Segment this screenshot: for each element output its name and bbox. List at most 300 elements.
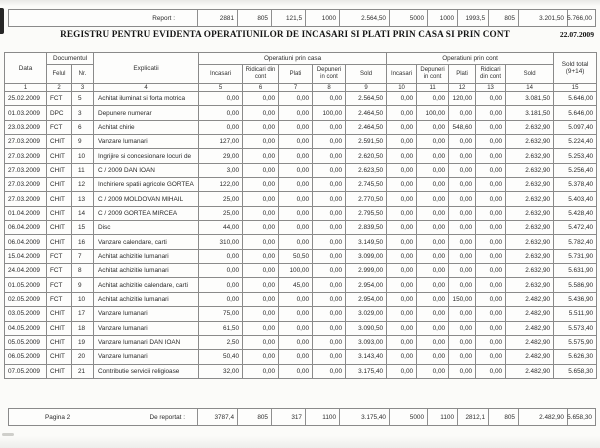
doc-type-cell: CHIT: [47, 307, 72, 321]
col-number: 10: [387, 84, 417, 92]
table-body: [5, 92, 597, 379]
amount-cell: 0,00: [279, 350, 313, 364]
amount-cell: 2.464,50: [346, 106, 387, 120]
explanation-cell: Achitat iluminat si forta motrica: [94, 92, 199, 106]
amount-cell: 0,00: [279, 335, 313, 349]
amount-cell: 0,00: [387, 106, 417, 120]
amount-cell: 0,00: [417, 163, 449, 177]
date-cell: 01.05.2009: [5, 278, 47, 292]
amount-cell: 0,00: [417, 221, 449, 235]
doc-type-cell: CHIT: [47, 192, 72, 206]
report-value-cell: 1993,5: [457, 10, 488, 26]
explanation-cell: Vanzare lumanari DAN IOAN: [94, 335, 199, 349]
amount-cell: 50,40: [199, 350, 243, 364]
amount-cell: 3.081,50: [506, 92, 554, 106]
amount-cell: 0,00: [243, 92, 279, 106]
amount-cell: 0,00: [387, 235, 417, 249]
doc-nr-cell: 11: [72, 163, 94, 177]
amount-cell: 0,00: [313, 221, 346, 235]
amount-cell: 2.745,50: [346, 178, 387, 192]
amount-cell: 0,00: [449, 249, 476, 263]
date-cell: 27.03.2009: [5, 163, 47, 177]
amount-cell: 0,00: [387, 350, 417, 364]
amount-cell: 0,00: [449, 264, 476, 278]
date-cell: 27.03.2009: [5, 135, 47, 149]
report-value-cell: 5.766,00: [567, 10, 595, 26]
report-value-cell: 2.564,50: [339, 10, 389, 26]
amount-cell: 5.782,40: [554, 235, 597, 249]
amount-cell: 2.632,90: [506, 235, 554, 249]
date-cell: 01.03.2009: [5, 106, 47, 120]
amount-cell: 0,00: [476, 307, 506, 321]
amount-cell: 2.482,90: [506, 321, 554, 335]
amount-cell: 0,00: [476, 106, 506, 120]
amount-cell: 0,00: [279, 106, 313, 120]
col-number: 2: [47, 84, 72, 92]
amount-cell: 5.436,90: [554, 292, 597, 306]
amount-cell: 0,00: [313, 321, 346, 335]
report-value-cell: 1000: [305, 10, 339, 26]
date-cell: 02.05.2009: [5, 292, 47, 306]
amount-cell: 0,00: [243, 221, 279, 235]
amount-cell: 0,00: [313, 264, 346, 278]
title-row: [30, 29, 594, 39]
page-title: REGISTRU PENTRU EVIDENTA OPERATIUNILOR DE INCASARI SI PLATI PRIN CASA SI PRIN CONT: [60, 29, 510, 39]
amount-cell: 2.632,90: [506, 264, 554, 278]
amount-cell: 3.181,50: [506, 106, 554, 120]
amount-cell: 2.632,90: [506, 278, 554, 292]
col-number: 4: [94, 84, 199, 92]
doc-nr-cell: 8: [72, 264, 94, 278]
amount-cell: 2.954,00: [346, 278, 387, 292]
explanation-cell: Achitat chirie: [94, 120, 199, 134]
amount-cell: 0,00: [417, 92, 449, 106]
register-row: [5, 350, 597, 364]
doc-type-cell: FCT: [47, 292, 72, 306]
explanation-cell: Vanzare lumanari: [94, 135, 199, 149]
date-cell: 27.03.2009: [5, 192, 47, 206]
col-number: 12: [449, 84, 476, 92]
amount-cell: 5.631,90: [554, 264, 597, 278]
amount-cell: 3.029,00: [346, 307, 387, 321]
col-header-cont-sold: Sold: [506, 65, 554, 84]
doc-type-cell: CHIT: [47, 321, 72, 335]
amount-cell: 0,00: [417, 278, 449, 292]
amount-cell: 0,00: [279, 92, 313, 106]
date-cell: 25.02.2009: [5, 92, 47, 106]
carry-value-cell: 5000: [389, 409, 427, 425]
amount-cell: 0,00: [243, 278, 279, 292]
amount-cell: 3.143,40: [346, 350, 387, 364]
amount-cell: 0,00: [279, 364, 313, 378]
amount-cell: 0,00: [387, 364, 417, 378]
amount-cell: 0,00: [387, 278, 417, 292]
date-cell: 15.04.2009: [5, 249, 47, 263]
report-value-cell: 121,5: [271, 10, 305, 26]
col-number: 1: [5, 84, 47, 92]
doc-type-cell: CHIT: [47, 221, 72, 235]
amount-cell: 25,00: [199, 192, 243, 206]
doc-type-cell: FCT: [47, 120, 72, 134]
amount-cell: 0,00: [449, 307, 476, 321]
amount-cell: 0,00: [199, 249, 243, 263]
amount-cell: 2.632,90: [506, 178, 554, 192]
amount-cell: 2.623,50: [346, 163, 387, 177]
amount-cell: 0,00: [279, 307, 313, 321]
amount-cell: 0,00: [449, 278, 476, 292]
amount-cell: 0,00: [313, 278, 346, 292]
amount-cell: 2.632,90: [506, 163, 554, 177]
report-value-cell: 805: [488, 10, 518, 26]
doc-type-cell: CHIT: [47, 135, 72, 149]
report-strip: [8, 9, 596, 27]
amount-cell: 0,00: [243, 364, 279, 378]
amount-cell: 0,00: [199, 278, 243, 292]
amount-cell: 0,00: [279, 192, 313, 206]
amount-cell: 0,00: [449, 235, 476, 249]
register-row: [5, 264, 597, 278]
amount-cell: 2.632,90: [506, 135, 554, 149]
amount-cell: 0,00: [476, 206, 506, 220]
amount-cell: 0,00: [199, 92, 243, 106]
col-header-data: Data: [5, 53, 47, 84]
amount-cell: 0,00: [313, 192, 346, 206]
explanation-cell: Depunere numerar: [94, 106, 199, 120]
amount-cell: 5.626,30: [554, 350, 597, 364]
amount-cell: 5.731,90: [554, 249, 597, 263]
carry-value-cell: 1100: [427, 409, 457, 425]
amount-cell: 0,00: [313, 120, 346, 134]
doc-nr-cell: 7: [72, 249, 94, 263]
footer-strip: [8, 408, 596, 426]
register-row: [5, 221, 597, 235]
amount-cell: 5.097,40: [554, 120, 597, 134]
amount-cell: 0,00: [476, 149, 506, 163]
carry-value-cell: 3.175,40: [339, 409, 389, 425]
col-header-cont-plati: Plati: [449, 65, 476, 84]
amount-cell: 5.224,40: [554, 135, 597, 149]
amount-cell: 0,00: [387, 221, 417, 235]
carry-forward-label: De reportat :: [149, 413, 185, 421]
amount-cell: 0,00: [476, 163, 506, 177]
amount-cell: 0,00: [387, 307, 417, 321]
amount-cell: 2,50: [199, 335, 243, 349]
amount-cell: 2.632,90: [506, 120, 554, 134]
doc-nr-cell: 17: [72, 307, 94, 321]
amount-cell: 0,00: [476, 221, 506, 235]
doc-nr-cell: 6: [72, 120, 94, 134]
amount-cell: 0,00: [279, 235, 313, 249]
amount-cell: 0,00: [387, 120, 417, 134]
amount-cell: 2.770,50: [346, 192, 387, 206]
col-number: 5: [199, 84, 243, 92]
col-header-felul: Felul: [47, 65, 72, 84]
amount-cell: 0,00: [387, 92, 417, 106]
amount-cell: 0,00: [243, 120, 279, 134]
explanation-cell: Vanzare lumanari: [94, 321, 199, 335]
amount-cell: 0,00: [476, 350, 506, 364]
amount-cell: 0,00: [279, 292, 313, 306]
scan-artifact: [0, 8, 4, 34]
date-cell: 27.03.2009: [5, 149, 47, 163]
amount-cell: 0,00: [476, 235, 506, 249]
amount-cell: 0,00: [449, 364, 476, 378]
explanation-cell: Vanzare calendare, carti: [94, 235, 199, 249]
amount-cell: 0,00: [279, 163, 313, 177]
register-row: [5, 335, 597, 349]
amount-cell: 3.090,50: [346, 321, 387, 335]
amount-cell: 5.472,40: [554, 221, 597, 235]
amount-cell: 0,00: [243, 292, 279, 306]
scan-artifact: [2, 433, 14, 436]
explanation-cell: C / 2009 MOLDOVAN MIHAIL: [94, 192, 199, 206]
amount-cell: 0,00: [449, 206, 476, 220]
amount-cell: 0,00: [279, 149, 313, 163]
date-cell: 05.05.2009: [5, 335, 47, 349]
amount-cell: 50,50: [279, 249, 313, 263]
doc-nr-cell: 10: [72, 149, 94, 163]
doc-type-cell: CHIT: [47, 235, 72, 249]
col-header-casa-depuneri: Depuneri in cont: [313, 65, 346, 84]
amount-cell: 0,00: [313, 350, 346, 364]
amount-cell: 0,00: [279, 221, 313, 235]
amount-cell: 0,00: [243, 264, 279, 278]
amount-cell: 0,00: [387, 149, 417, 163]
doc-nr-cell: 9: [72, 135, 94, 149]
amount-cell: 0,00: [417, 364, 449, 378]
date-cell: 07.05.2009: [5, 364, 47, 378]
col-number: 15: [554, 84, 597, 92]
carry-value-cell: 805: [237, 409, 271, 425]
amount-cell: 0,00: [243, 206, 279, 220]
doc-type-cell: DPC: [47, 106, 72, 120]
amount-cell: 548,60: [449, 120, 476, 134]
col-header-cont-incasari: Incasari: [387, 65, 417, 84]
doc-nr-cell: 20: [72, 350, 94, 364]
col-number: 13: [476, 84, 506, 92]
col-header-casa-sold: Sold: [346, 65, 387, 84]
amount-cell: 0,00: [313, 206, 346, 220]
amount-cell: 2.482,90: [506, 292, 554, 306]
date-cell: 24.04.2009: [5, 264, 47, 278]
amount-cell: 0,00: [449, 135, 476, 149]
date-cell: 04.05.2009: [5, 321, 47, 335]
doc-type-cell: CHIT: [47, 149, 72, 163]
doc-type-cell: CHIT: [47, 350, 72, 364]
col-header-casa-ridicari: Ridicari din cont: [243, 65, 279, 84]
amount-cell: 0,00: [313, 92, 346, 106]
register-row: [5, 292, 597, 306]
amount-cell: 0,00: [243, 106, 279, 120]
date-cell: 27.03.2009: [5, 178, 47, 192]
date-cell: 06.04.2009: [5, 235, 47, 249]
doc-nr-cell: 18: [72, 321, 94, 335]
amount-cell: 0,00: [449, 106, 476, 120]
amount-cell: 45,00: [279, 278, 313, 292]
amount-cell: 0,00: [449, 221, 476, 235]
amount-cell: 0,00: [387, 206, 417, 220]
register-table: [4, 52, 597, 379]
explanation-cell: Achitat achizitie lumanari: [94, 249, 199, 263]
amount-cell: 0,00: [313, 335, 346, 349]
amount-cell: 5.575,90: [554, 335, 597, 349]
amount-cell: 0,00: [476, 264, 506, 278]
amount-cell: 0,00: [449, 149, 476, 163]
amount-cell: 0,00: [417, 292, 449, 306]
col-number: 8: [313, 84, 346, 92]
amount-cell: 2.632,90: [506, 249, 554, 263]
doc-nr-cell: 12: [72, 178, 94, 192]
amount-cell: 0,00: [313, 135, 346, 149]
col-header-documentul: Documentul: [47, 53, 94, 65]
amount-cell: 0,00: [476, 120, 506, 134]
date-cell: 01.04.2009: [5, 206, 47, 220]
amount-cell: 0,00: [449, 192, 476, 206]
col-header-explicatii: Explicatii: [94, 53, 199, 84]
amount-cell: 0,00: [279, 206, 313, 220]
amount-cell: 0,00: [279, 321, 313, 335]
amount-cell: 0,00: [387, 321, 417, 335]
amount-cell: 0,00: [279, 178, 313, 192]
amount-cell: 5.403,40: [554, 192, 597, 206]
amount-cell: 0,00: [387, 178, 417, 192]
amount-cell: 100,00: [417, 106, 449, 120]
doc-nr-cell: 14: [72, 206, 94, 220]
col-number: 7: [279, 84, 313, 92]
amount-cell: 0,00: [417, 249, 449, 263]
amount-cell: 5.253,40: [554, 149, 597, 163]
amount-cell: 2.564,50: [346, 92, 387, 106]
register-row: [5, 135, 597, 149]
carry-value-cell: 2812,1: [457, 409, 488, 425]
doc-type-cell: FCT: [47, 278, 72, 292]
amount-cell: 0,00: [279, 120, 313, 134]
amount-cell: 0,00: [243, 135, 279, 149]
register-row: [5, 364, 597, 378]
register-row: [5, 106, 597, 120]
amount-cell: 0,00: [199, 264, 243, 278]
amount-cell: 0,00: [243, 192, 279, 206]
amount-cell: 2.632,90: [506, 206, 554, 220]
register-row: [5, 92, 597, 106]
amount-cell: 32,00: [199, 364, 243, 378]
amount-cell: 2.482,90: [506, 350, 554, 364]
amount-cell: 0,00: [417, 307, 449, 321]
amount-cell: 2.632,90: [506, 149, 554, 163]
report-value-cell: 3.201,50: [518, 10, 567, 26]
amount-cell: 75,00: [199, 307, 243, 321]
doc-type-cell: CHIT: [47, 178, 72, 192]
carry-value-cell: 5.658,30: [567, 409, 595, 425]
explanation-cell: Achitat achizitie lumanari: [94, 264, 199, 278]
amount-cell: 0,00: [417, 350, 449, 364]
amount-cell: 2.954,00: [346, 292, 387, 306]
report-value-cell: 2881: [197, 10, 237, 26]
amount-cell: 2.482,90: [506, 307, 554, 321]
amount-cell: 0,00: [417, 321, 449, 335]
doc-type-cell: CHIT: [47, 163, 72, 177]
amount-cell: 0,00: [313, 178, 346, 192]
doc-nr-cell: 10: [72, 292, 94, 306]
register-row: [5, 321, 597, 335]
amount-cell: 0,00: [417, 149, 449, 163]
amount-cell: 0,00: [417, 235, 449, 249]
col-number: 9: [346, 84, 387, 92]
amount-cell: 2.482,90: [506, 364, 554, 378]
amount-cell: 0,00: [449, 321, 476, 335]
amount-cell: 0,00: [313, 307, 346, 321]
carry-value-cell: 2.482,90: [518, 409, 567, 425]
amount-cell: 5.658,30: [554, 364, 597, 378]
explanation-cell: Ingrijire si concesionare locuri de: [94, 149, 199, 163]
amount-cell: 0,00: [243, 149, 279, 163]
amount-cell: 29,00: [199, 149, 243, 163]
register-row: [5, 249, 597, 263]
doc-nr-cell: 16: [72, 235, 94, 249]
amount-cell: 0,00: [449, 163, 476, 177]
col-number: 14: [506, 84, 554, 92]
col-header-cont-depuneri: Depuneri in cont: [417, 65, 449, 84]
amount-cell: 0,00: [199, 120, 243, 134]
register-row: [5, 307, 597, 321]
report-value-cell: 805: [237, 10, 271, 26]
doc-nr-cell: 19: [72, 335, 94, 349]
amount-cell: 2.795,50: [346, 206, 387, 220]
register-row: [5, 149, 597, 163]
table-header: [5, 53, 597, 92]
amount-cell: 0,00: [243, 163, 279, 177]
register-row: [5, 206, 597, 220]
doc-nr-cell: 21: [72, 364, 94, 378]
date-cell: 03.05.2009: [5, 307, 47, 321]
amount-cell: 0,00: [476, 135, 506, 149]
amount-cell: 25,00: [199, 206, 243, 220]
amount-cell: 61,50: [199, 321, 243, 335]
amount-cell: 5.646,00: [554, 106, 597, 120]
amount-cell: 0,00: [476, 292, 506, 306]
date-cell: 23.03.2009: [5, 120, 47, 134]
amount-cell: 44,00: [199, 221, 243, 235]
amount-cell: 2.632,90: [506, 221, 554, 235]
report-date: 22.07.2009: [559, 30, 594, 39]
amount-cell: 5.428,40: [554, 206, 597, 220]
group-header-cont: Operatiuni prin cont: [387, 53, 554, 65]
amount-cell: 0,00: [417, 135, 449, 149]
amount-cell: 310,00: [199, 235, 243, 249]
amount-cell: 3.093,00: [346, 335, 387, 349]
report-label: Report :: [152, 14, 175, 22]
amount-cell: 0,00: [387, 264, 417, 278]
doc-nr-cell: 15: [72, 221, 94, 235]
page-number: Pagina 2: [45, 413, 71, 421]
amount-cell: 0,00: [313, 292, 346, 306]
amount-cell: 0,00: [476, 364, 506, 378]
explanation-cell: Disc: [94, 221, 199, 235]
doc-type-cell: CHIT: [47, 364, 72, 378]
amount-cell: 0,00: [476, 321, 506, 335]
explanation-cell: Vanzare lumanari: [94, 350, 199, 364]
explanation-cell: Vanzare lumanari: [94, 307, 199, 321]
amount-cell: 0,00: [417, 192, 449, 206]
col-header-casa-plati: Plati: [279, 65, 313, 84]
register-row: [5, 163, 597, 177]
register-row: [5, 178, 597, 192]
amount-cell: 0,00: [417, 264, 449, 278]
carry-value-cell: 3787,4: [197, 409, 237, 425]
amount-cell: 0,00: [199, 292, 243, 306]
amount-cell: 0,00: [387, 192, 417, 206]
col-number: 6: [243, 84, 279, 92]
